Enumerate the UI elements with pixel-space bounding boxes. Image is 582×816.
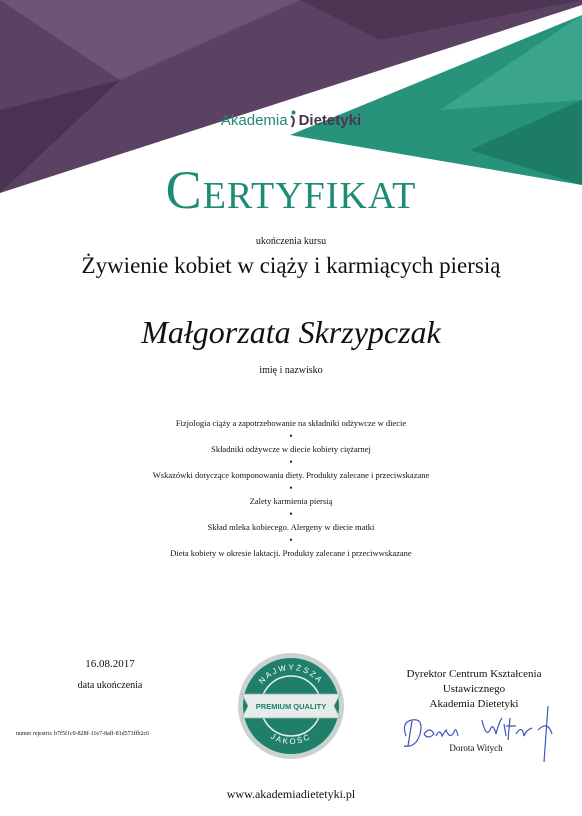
course-name: Żywienie kobiet w ciąży i karmiących piersią [81,253,501,278]
topic-item: Dieta kobiety w okresie laktacji. Produkty zalecane i przeciwwskazane [170,548,412,558]
topic-item: Składniki odżywcze w diecie kobiety ciężarnej [211,444,371,454]
logo-figure-icon [289,110,298,132]
participant-name: Małgorzata Skrzypczak [141,314,441,350]
logo-text-part1: Akademia [220,111,288,129]
premium-quality-badge [236,651,346,761]
topic-separator: • [289,457,293,467]
topic-item: Skład mleka kobiecego. Alergeny w diecie matki [207,522,375,532]
topic-separator: • [289,509,293,519]
director-line: Dyrektor Centrum Kształcenia [406,668,542,680]
title-rest: ERTYFIKAT [202,175,417,217]
handwritten-signature [398,700,568,765]
badge-top-text: NAJWYŻSZA [256,662,326,686]
topic-separator: • [289,483,293,493]
badge-ribbon-text: PREMIUM QUALITY [255,702,327,711]
badge-bottom-text: JAKOŚĆ [269,731,313,747]
topic-item: Zalety karmienia piersią [249,496,333,506]
logo-text-part2: Dietetyki [298,111,362,129]
topic-separator: • [289,431,293,441]
topic-item: Fizjologia ciąży a zapotrzebowanie na składniki odżywcze w diecie [175,418,407,428]
title-initial: C [165,160,203,220]
academy-logo [0,110,582,132]
topic-item: Wskazówki dotyczące komponowania diety. Produkty zalecane i przeciwskazane [152,470,430,480]
topic-separator: • [289,535,293,545]
certificate-subtitle: ukończenia kursu [255,236,327,247]
completion-date-label: data ukończenia [77,680,143,691]
website-link[interactable]: www.akademiadietetyki.pl [226,787,356,801]
signer-name: Dorota Witych [449,743,503,753]
topics-list [0,417,582,560]
participant-name-label: imię i nazwisko [259,365,323,376]
director-line: Akademia Dietetyki [429,698,519,710]
registry-number: numer rejestru: b7f5f1c0-828f-11e7-8aff-81d573ffb2c6 [16,731,150,737]
certificate-title [0,160,582,226]
director-line: Ustawicznego [442,683,506,695]
completion-date: 16.08.2017 [85,658,135,670]
